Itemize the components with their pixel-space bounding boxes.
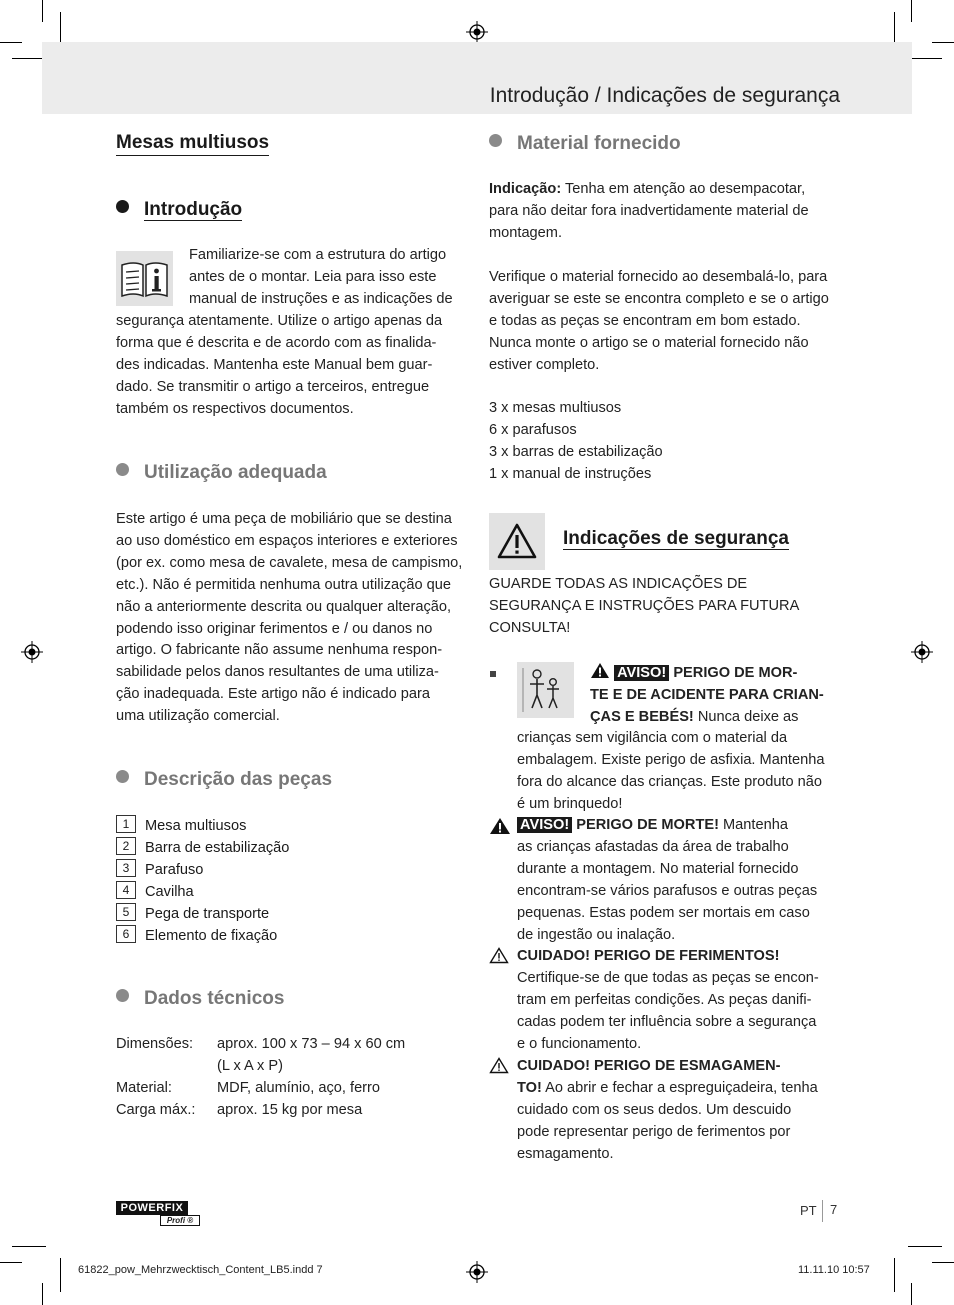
crop-mark: [908, 1246, 942, 1247]
page-header-title: Introdução / Indicações de segurança: [489, 84, 840, 107]
tech-label: Carga máx.:: [116, 1102, 196, 1118]
text-line: para não deitar fora inadvertidamente material de: [489, 202, 809, 219]
tech-row: [116, 1078, 471, 1100]
text-line: des indicadas. Mantenha este Manual bem guar-: [116, 356, 433, 373]
text-line: estiver completo.: [489, 356, 600, 373]
warning-triangle-icon: [489, 513, 545, 570]
text-line: segurança atentamente. Utilize o artigo apenas da: [116, 313, 443, 329]
section-heading-safety: Indicações de segurança: [563, 528, 789, 549]
text-line: é um brinquedo!: [517, 795, 623, 812]
caution-2-text: [517, 1056, 847, 1166]
registration-mark-icon: [21, 641, 43, 663]
text-line: Nunca monte o artigo se o material fornecido não: [489, 334, 809, 351]
supplied-note: [489, 179, 844, 245]
brand-sub: Profi ®: [160, 1215, 200, 1226]
text-line: antes de o montar. Leia para isso este: [189, 268, 437, 285]
crop-mark: [911, 0, 912, 22]
text-line: Certifique-se de que todas as peças se encon-: [517, 969, 819, 986]
text-line: [590, 662, 845, 685]
parts-list-item: [116, 837, 289, 859]
crop-mark: [12, 1246, 46, 1247]
parts-list-item: [116, 903, 269, 925]
tech-value: MDF, alumínio, aço, ferro: [217, 1080, 381, 1096]
tech-label: Dimensões:: [116, 1036, 194, 1052]
tech-row: [116, 1056, 471, 1078]
part-number: 3: [116, 859, 136, 877]
slug-filename: 61822_pow_Mehrzwecktisch_Content_LB5.indd 7: [78, 1264, 323, 1276]
parts-list-item: [116, 859, 203, 881]
tech-value: (L x A x P): [217, 1058, 283, 1074]
crop-mark: [932, 1262, 954, 1263]
list-item: 6 x parafusos: [489, 421, 577, 438]
part-label: Elemento de fixação: [145, 928, 278, 944]
parts-list-item: [116, 925, 277, 947]
bullet-dot-icon: [116, 770, 129, 783]
bullet-dot-icon: [116, 463, 129, 476]
tech-value: aprox. 100 x 73 – 94 x 60 cm: [217, 1036, 406, 1052]
part-label: Pega de transporte: [145, 906, 270, 922]
tech-label: Material:: [116, 1080, 172, 1096]
text-line: manual de instruções e as indicações de: [189, 290, 453, 307]
text-span: Ao abrir e fechar a espreguiçadeira, tenha: [541, 1079, 818, 1096]
text-line: [590, 707, 845, 729]
text-line: montagem.: [489, 224, 563, 241]
part-number: 2: [116, 837, 136, 855]
parts-list-item: [116, 815, 246, 837]
section-heading-parts: Descrição das peças: [116, 769, 332, 791]
text-line: fora do alcance das crianças. Este produto não: [517, 773, 823, 790]
text-line: forma que é descrita e de acordo com as finalida-: [116, 334, 437, 351]
text-line: ao uso doméstico em espaços interiores e exteriores: [116, 532, 458, 549]
text-line: [489, 179, 844, 201]
page-title: Mesas multiusos: [116, 132, 269, 156]
text-line: (por ex. como mesa de cavalete, mesa de campismo,: [116, 554, 463, 571]
text-line: etc.). Não é permitida nenhuma outra utilização que: [116, 576, 452, 593]
section-heading-tech: Dados técnicos: [116, 988, 284, 1010]
usage-text: [116, 509, 471, 728]
crop-mark: [42, 1283, 43, 1305]
warning-triangle-icon: [489, 817, 511, 835]
bullet-dot-icon: [116, 200, 129, 213]
slug-date: 11.11.10 10:57: [798, 1264, 870, 1276]
divider: [822, 1200, 823, 1222]
text-span: Nunca deixe as: [693, 708, 799, 725]
section-heading-usage: Utilização adequada: [116, 462, 327, 484]
warning-2-text: [517, 815, 847, 946]
part-label: Parafuso: [145, 862, 204, 878]
text-line: durante a montagem. No material fornecido: [517, 860, 799, 877]
text-line: tram em perfeitas condições. As peças danifi-: [517, 991, 812, 1008]
text-line: [517, 815, 847, 837]
warning-triangle-icon: [590, 662, 610, 679]
part-label: Mesa multiusos: [145, 818, 247, 834]
part-label: Cavilha: [145, 884, 194, 900]
text-line: cuidado com os seus dedos. Um descuido: [517, 1101, 792, 1118]
text-line: CUIDADO! PERIGO DE FERIMENTOS!: [517, 948, 780, 964]
intro-text-wrap: [189, 245, 474, 311]
text-line: pode representar perigo de ferimentos por: [517, 1123, 791, 1140]
crop-mark: [911, 1283, 912, 1305]
text-line: TE E DE ACIDENTE PARA CRIAN-: [590, 686, 824, 703]
caution-1-text: [517, 946, 847, 1056]
tech-value: aprox. 15 kg por mesa: [217, 1102, 363, 1118]
text-line: averiguar se este se encontra completo e se o artigo: [489, 290, 829, 307]
crop-mark: [0, 42, 22, 43]
text-line: podendo isso originar ferimentos e / ou danos no: [116, 620, 433, 637]
text-span: PERIGO DE MORTE!: [572, 817, 719, 833]
crop-mark: [12, 58, 46, 59]
list-item: 1 x manual de instruções: [489, 465, 652, 482]
part-number: 6: [116, 925, 136, 943]
parts-list-item: [116, 881, 194, 903]
note-text: Tenha em atenção ao desempacotar,: [561, 181, 806, 197]
powerfix-logo: [116, 1201, 200, 1225]
registration-mark-icon: [466, 21, 488, 43]
crop-mark: [60, 12, 61, 46]
text-line: e o funcionamento.: [517, 1035, 642, 1052]
manual-book-icon: [116, 251, 173, 306]
part-number: 1: [116, 815, 136, 833]
note-label: Indicação:: [489, 181, 562, 197]
text-line: Familiarize-se com a estrutura do artigo: [189, 247, 447, 263]
text-line: sabilidade pelos danos resultantes de uma utiliza-: [116, 664, 439, 681]
text-line: CUIDADO! PERIGO DE ESMAGAMEN-: [517, 1058, 781, 1074]
text-line: crianças sem vigilância com o material da: [517, 730, 788, 746]
text-line: também os respectivos documentos.: [116, 400, 354, 417]
safety-keep-text: [489, 574, 844, 640]
text-span: Mantenha: [718, 817, 788, 833]
aviso-badge: AVISO!: [517, 817, 572, 833]
part-number: 4: [116, 881, 136, 899]
crop-mark: [42, 0, 43, 22]
crop-mark: [894, 12, 895, 46]
list-item: 3 x mesas multiusos: [489, 400, 622, 416]
text-line: SEGURANÇA E INSTRUÇÕES PARA FUTURA: [489, 597, 800, 614]
text-line: CONSULTA!: [489, 619, 571, 636]
language-code: PT: [800, 1203, 817, 1218]
list-item: 3 x barras de estabilização: [489, 443, 663, 460]
text-span: PERIGO DE MOR-: [669, 665, 798, 681]
text-span: TO!: [517, 1079, 542, 1096]
text-line: dado. Se transmitir o artigo a terceiros, entregue: [116, 378, 430, 395]
supplied-items-list: [489, 398, 844, 486]
tech-data-table: [116, 1034, 471, 1122]
part-label: Barra de estabilização: [145, 840, 290, 856]
caution-triangle-icon: [489, 1057, 509, 1074]
list-bullet-icon: [490, 671, 496, 677]
section-heading-intro: Introdução: [116, 199, 242, 221]
text-line: Verifique o material fornecido ao desembalá-lo, para: [489, 269, 828, 285]
aviso-badge: AVISO!: [614, 665, 669, 681]
text-line: [517, 1078, 847, 1100]
section-heading-supplied: Material fornecido: [489, 133, 681, 155]
child-hazard-icon: [517, 662, 574, 718]
text-line: as crianças afastadas da área de trabalho: [517, 838, 789, 855]
crop-mark: [932, 42, 954, 43]
bullet-dot-icon: [489, 134, 502, 147]
text-line: encontram-se vários parafusos e outras peças: [517, 882, 818, 899]
warning-1-text: [517, 728, 847, 816]
text-line: embalagem. Existe perigo de asfixia. Mantenha: [517, 751, 825, 768]
text-line: ção inadequada. Este artigo não é indicado para: [116, 686, 431, 703]
text-line: pequenas. Estas podem ser mortais em caso: [517, 904, 810, 921]
text-line: e todas as peças se encontram em bom estado.: [489, 312, 801, 329]
crop-mark: [0, 1262, 22, 1263]
caution-triangle-icon: [489, 947, 509, 964]
registration-mark-icon: [466, 1261, 488, 1283]
bullet-dot-icon: [116, 989, 129, 1002]
page-number: 7: [830, 1202, 838, 1217]
registration-mark-icon: [911, 641, 933, 663]
tech-row: [116, 1100, 471, 1122]
brand-name: POWERFIX: [116, 1201, 188, 1215]
text-span: ÇAS E BEBÉS!: [590, 708, 694, 725]
crop-mark: [60, 1258, 61, 1292]
text-line: de ingestão ou inalação.: [517, 926, 676, 943]
text-line: não a anteriormente descrita ou qualquer alteração,: [116, 598, 452, 615]
part-number: 5: [116, 903, 136, 921]
warning-1-heading: [590, 662, 845, 729]
text-line: esmagamento.: [517, 1145, 614, 1162]
text-line: uma utilização comercial.: [116, 708, 280, 725]
text-line: cadas podem ter influência sobre a segurança: [517, 1013, 817, 1030]
intro-text: [116, 311, 471, 421]
crop-mark: [894, 1258, 895, 1292]
text-line: GUARDE TODAS AS INDICAÇÕES DE: [489, 576, 748, 592]
tech-row: [116, 1034, 471, 1056]
text-line: Este artigo é uma peça de mobiliário que se destina: [116, 511, 452, 527]
crop-mark: [908, 58, 942, 59]
text-line: artigo. O fabricante não assume nenhuma respon-: [116, 642, 443, 659]
supplied-check-text: [489, 267, 844, 377]
